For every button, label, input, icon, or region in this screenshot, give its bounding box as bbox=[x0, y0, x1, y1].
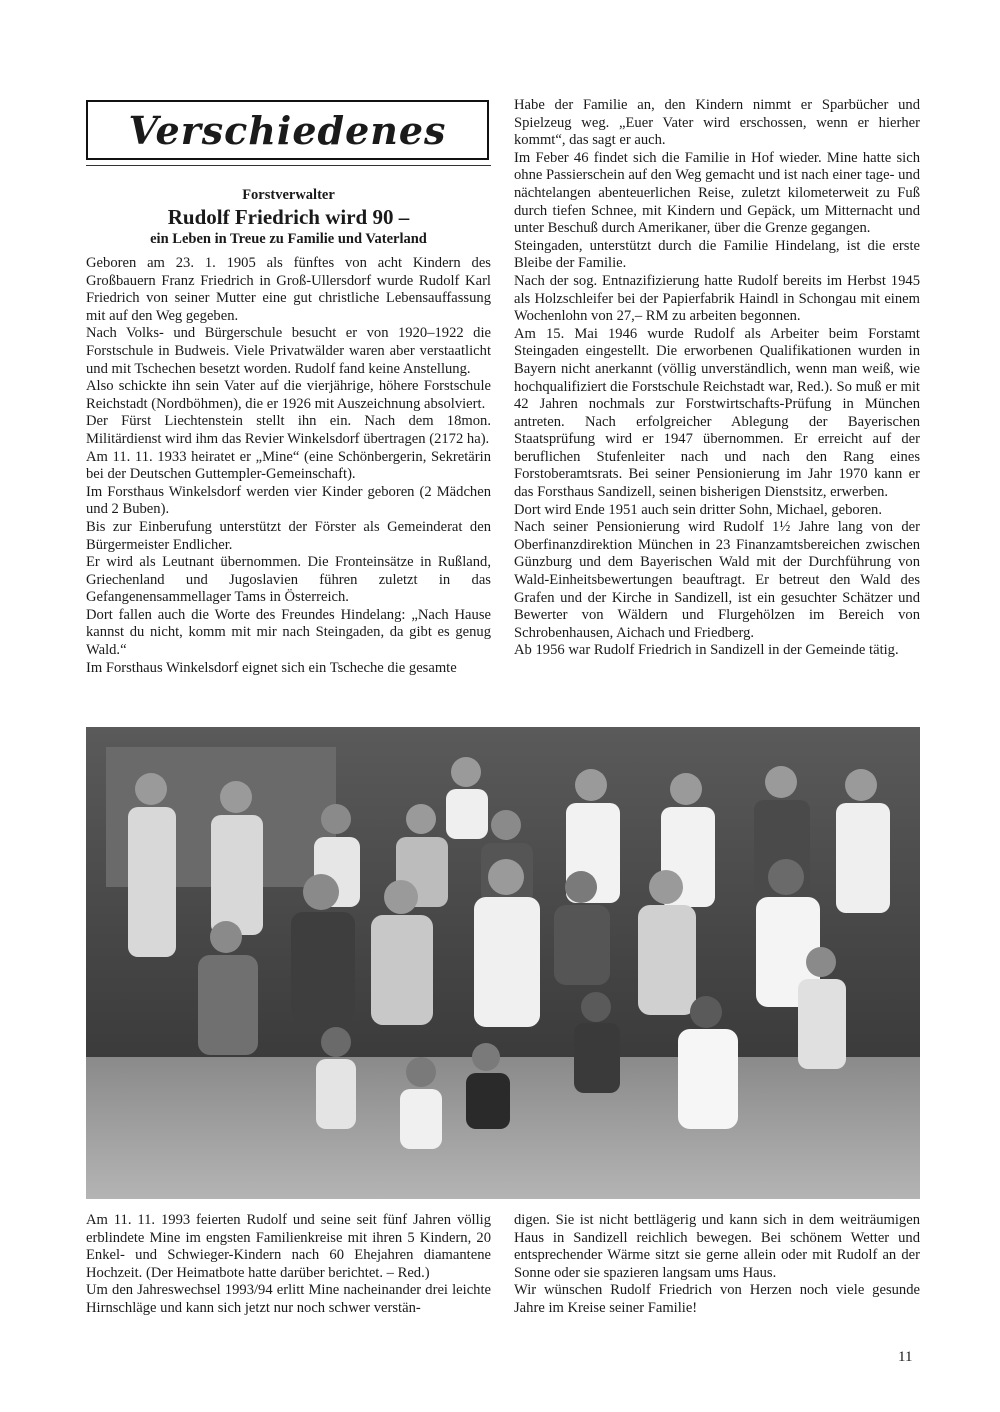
paragraph: Am 15. Mai 1946 wurde Rudolf als Arbeiter beim Forstamt Steingaden eingestellt. Die erworbenen Qualifikationen wurden in Bayern nicht anerkannt (völlig unverständlich, wenn man weiß, wie hochqualifiziert die Forstschule Reichstadt war, Red.). So muß er mit 42 Jahren nochmals zur Forstwirtschafts-Prüfung in München antreten. Nach erfolgreicher Ablegung der Bayerischen Staatsprüfung wird er 1947 übernommen. Er erreicht auf der beruflichen Stufenleiter nach und nach den Rang eines Forstoberamtsrats. Bei seiner Pensionierung im Jahr 1970 kann er das Forsthaus Sandizell, seinen bisherigen Dienstsitz, erwerben. bbox=[514, 325, 920, 501]
article-kicker: Forstverwalter bbox=[242, 187, 335, 203]
paragraph: Nach seiner Pensionierung wird Rudolf 1½ Jahre lang von der Oberfinanzdirektion München in 23 Finanzamtsbereichen zwischen Günzburg und dem Bayerischen Wald mit der Durchführung von Wald-Einheitsbewertungen beauftragt. Er betreut den Wald des Grafen und der Kirche in Sandizell, ist ein gesuchter Schätzer und Bewerter von Wäldern und Flurgehölzen im Bereich von Schrobenhausen, Aichach und Friedberg. bbox=[514, 519, 920, 641]
paragraph: Also schickte ihn sein Vater auf die vierjährige, höhere Forstschule Reichstadt (Nordböhmen), die er 1926 mit Auszeichnung absolviert. bbox=[86, 378, 491, 412]
section-header-box bbox=[86, 100, 489, 160]
article-heading bbox=[86, 186, 491, 248]
paragraph: Am 11. 11. 1933 heiratet er „Mine“ (eine Schönbergerin, Sekretärin bei der Deutschen Guttempler-Gemeinschaft). bbox=[86, 448, 491, 483]
paragraph: Habe der Familie an, den Kindern nimmt er Sparbücher und Spielzeug weg. „Euer Vater wird erschossen, wenn er hierher kommt“, das sagt er auch. bbox=[514, 97, 920, 149]
photo-caption-right bbox=[514, 1212, 920, 1318]
caption-paragraph: Um den Jahreswechsel 1993/94 erlitt Mine nacheinander drei leichte Hirnschläge und kann sich jetzt nur noch schwer verstän- bbox=[86, 1282, 491, 1316]
photo-caption-left bbox=[86, 1212, 491, 1318]
paragraph: Im Forsthaus Winkelsdorf eignet sich ein Tscheche die gesamte bbox=[86, 659, 457, 676]
paragraph: Im Feber 46 findet sich die Familie in Hof wieder. Mine hatte sich ohne Passierschein auf den Weg gemacht und ist nach einer tage- und nächtelangen abenteuerlichen Reise, zuletzt kilometerweit zu Fuß durch tiefen Schnee, mit Kindern und Gepäck, um Mitternacht und unter Beschuß durch Amerikaner, über die Grenze gegangen. bbox=[514, 149, 920, 237]
paragraph: Ab 1956 war Rudolf Friedrich in Sandizell in der Gemeinde tätig. bbox=[514, 642, 899, 659]
caption-paragraph: digen. Sie ist nicht bettlägerig und kann sich in dem weiträumigen Haus in Sandizell reichlich bewegen. Bei schönem Wetter und entsprechender Wärme sitzt sie gerne allein oder mit Rudolf an der Sonne oder sie spazieren langsam ums Haus. bbox=[514, 1212, 920, 1281]
paragraph: Nach der sog. Entnazifizierung hatte Rudolf bereits im Herbst 1945 als Holzschleifer bei der Papierfabrik Haindl in Schongau mit einem Wochenlohn von 27,– RM zu arbeiten begonnen. bbox=[514, 272, 920, 325]
page-number: 11 bbox=[898, 1349, 913, 1365]
family-photo bbox=[86, 727, 920, 1199]
paragraph: Im Forsthaus Winkelsdorf werden vier Kinder geboren (2 Mädchen und 2 Buben). bbox=[86, 483, 491, 518]
paragraph: Dort fallen auch die Worte des Freundes Hindelang: „Nach Hause kannst du nicht, komm mit mir nach Steingaden, da gibt es genug Wald.“ bbox=[86, 606, 491, 659]
paragraph: Dort wird Ende 1951 auch sein dritter Sohn, Michael, geboren. bbox=[514, 501, 882, 518]
paragraph: Bis zur Einberufung unterstützt der Förster als Gemeinderat den Bürgermeister Endlicher. bbox=[86, 518, 491, 553]
paragraph: Geboren am 23. 1. 1905 als fünftes von acht Kindern des Großbauern Franz Friedrich in Groß-Ullersdorf wurde Rudolf Karl Friedrich von seiner Mutter eine gut christliche Lebensauffassung mit auf den Weg gegeben. bbox=[86, 255, 491, 324]
left-column bbox=[86, 255, 491, 677]
paragraph: Nach Volks- und Bürgerschule besucht er von 1920–1922 die Forstschule in Budweis. Viele Privatwälder waren aber verstaatlicht und mit Tschechen besetzt worden. Rudolf fand keine Anstellung. bbox=[86, 325, 491, 377]
caption-paragraph: Wir wünschen Rudolf Friedrich von Herzen noch viele gesunde Jahre im Kreise seiner Familie! bbox=[514, 1282, 920, 1316]
section-title: Verschiedenes bbox=[128, 108, 447, 153]
paragraph: Der Fürst Liechtenstein stellt ihn ein. Nach dem 18mon. Militärdienst wird ihm das Revier Winkelsdorf übertragen (2172 ha). bbox=[86, 413, 491, 447]
article-headline: Rudolf Friedrich wird 90 – bbox=[167, 205, 410, 229]
right-column bbox=[514, 97, 920, 660]
header-rule bbox=[86, 165, 491, 166]
paragraph: Er wird als Leutnant übernommen. Die Fronteinsätze in Rußland, Griechenland und Jugoslavien führen zuletzt in das Gefangenensammellager Tams in Österreich. bbox=[86, 554, 491, 606]
caption-paragraph: Am 11. 11. 1993 feierten Rudolf und seine seit fünf Jahren völlig erblindete Mine im engsten Familienkreise mit ihren 5 Kindern, 20 Enkel- und Schwieger-Kindern nach 60 Ehejahren diamantene Hochzeit. (Der Heimatbote hatte darüber berichtet. – Red.) bbox=[86, 1212, 491, 1281]
paragraph: Steingaden, unterstützt durch die Familie Hindelang, ist die erste Bleibe der Familie. bbox=[514, 237, 920, 272]
article-subhead: ein Leben in Treue zu Familie und Vaterland bbox=[150, 231, 427, 247]
